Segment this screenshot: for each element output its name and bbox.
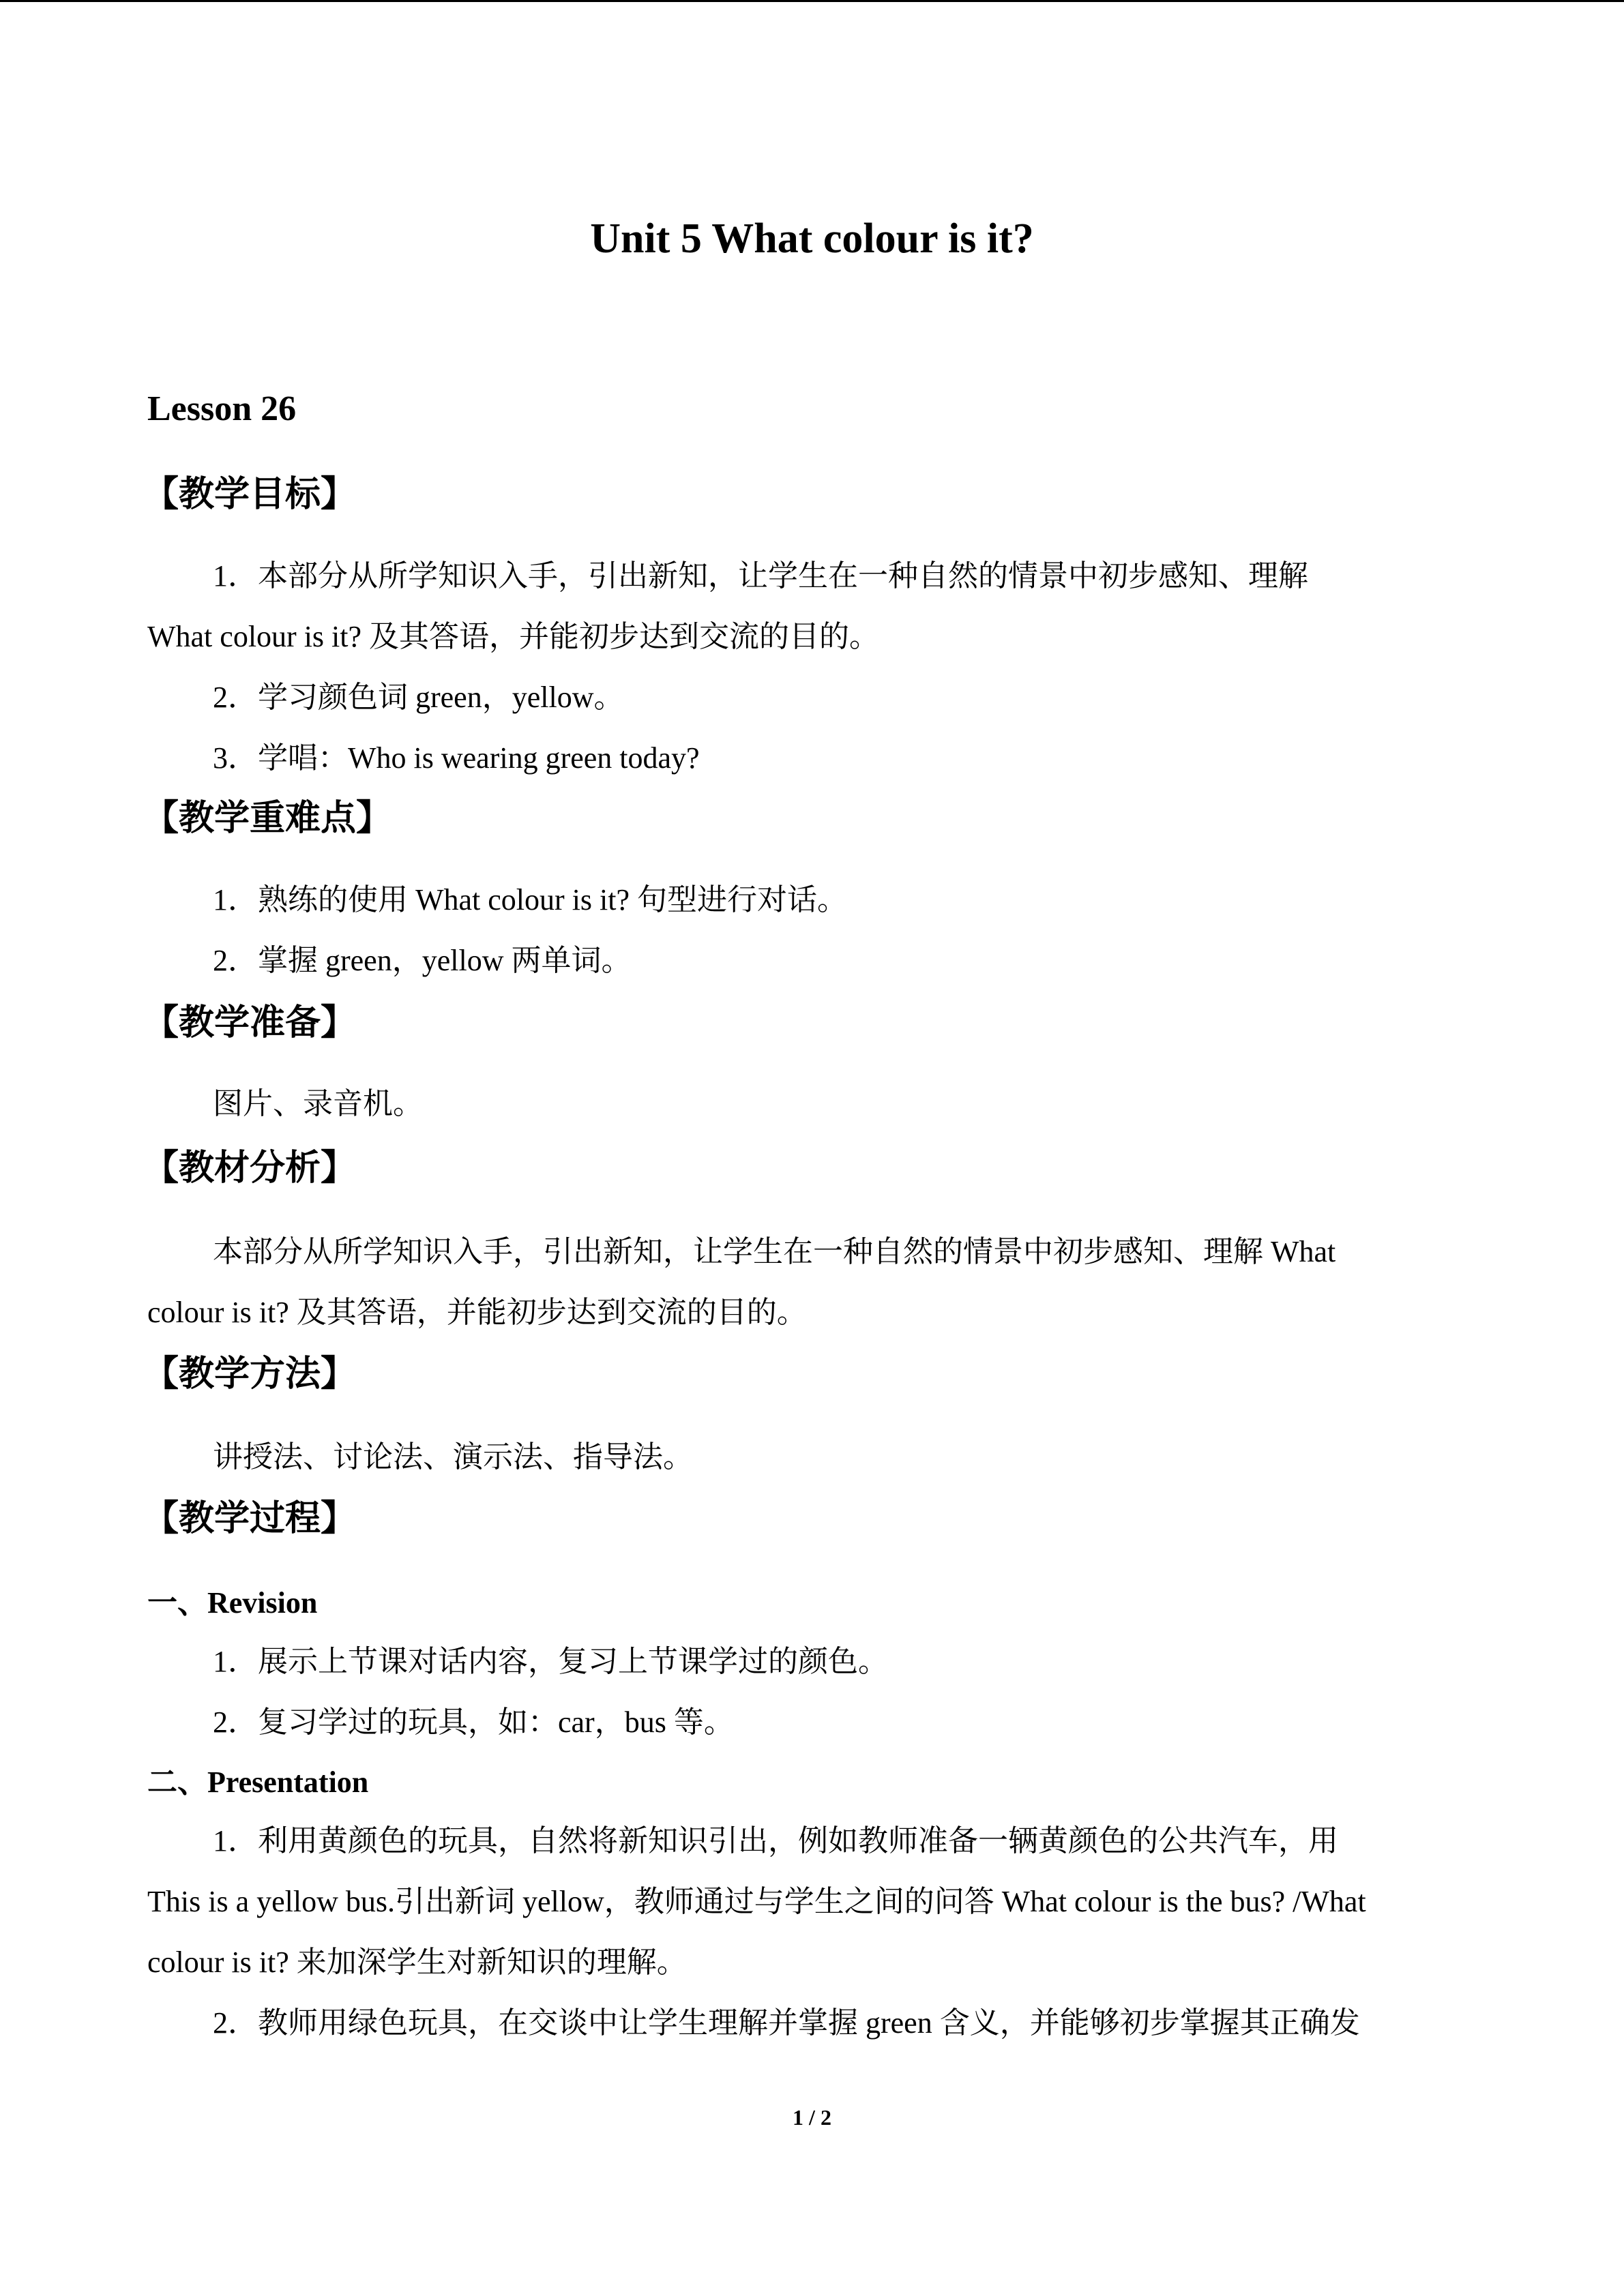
section-heading-objectives: 【教学目标】 — [143, 474, 357, 515]
objective-item-3: 3．学唱：Who is wearing green today? — [213, 741, 700, 775]
page-title: Unit 5 What colour is it? — [590, 215, 1034, 262]
key-point-item-1: 1．熟练的使用 What colour is it? 句型进行对话。 — [213, 883, 848, 916]
presentation-item-1-line-1: 1．利用黄颜色的玩具，自然将新知识引出，例如教师准备一辆黄颜色的公共汽车，用 — [213, 1824, 1338, 1858]
objective-item-2: 2．学习颜色词 green，yellow。 — [213, 681, 624, 714]
top-border-line — [0, 0, 1624, 2]
lesson-heading: Lesson 26 — [147, 389, 297, 428]
objective-item-1-line-1: 1．本部分从所学知识入手，引出新知，让学生在一种自然的情景中初步感知、理解 — [213, 559, 1308, 593]
section-heading-key-points: 【教学重难点】 — [143, 798, 392, 839]
section-heading-analysis: 【教材分析】 — [143, 1148, 357, 1189]
preparation-text: 图片、录音机。 — [213, 1087, 423, 1120]
presentation-item-1-line-2: This is a yellow bus.引出新词 yellow，教师通过与学生之间的问答 What colour is the bus? /What — [147, 1885, 1366, 1918]
analysis-line-2: colour is it? 及其答语，并能初步达到交流的目的。 — [147, 1296, 807, 1329]
presentation-heading: 二、Presentation — [147, 1765, 369, 1799]
section-heading-preparation: 【教学准备】 — [143, 1002, 357, 1043]
methods-text: 讲授法、讨论法、演示法、指导法。 — [213, 1440, 693, 1474]
key-point-item-2: 2．掌握 green，yellow 两单词。 — [213, 944, 632, 977]
objective-item-1-line-2: What colour is it? 及其答语，并能初步达到交流的目的。 — [147, 620, 880, 653]
revision-item-1: 1．展示上节课对话内容，复习上节课学过的颜色。 — [213, 1645, 888, 1678]
section-heading-methods: 【教学方法】 — [143, 1354, 357, 1395]
presentation-item-2-line-1: 2．教师用绿色玩具，在交谈中让学生理解并掌握 green 含义，并能够初步掌握其正确发 — [213, 2006, 1360, 2040]
presentation-item-1-line-3: colour is it? 来加深学生对新知识的理解。 — [147, 1945, 687, 1979]
revision-item-2: 2．复习学过的玩具，如：car，bus 等。 — [213, 1705, 734, 1739]
page-number: 1 / 2 — [793, 2105, 831, 2130]
analysis-line-1: 本部分从所学知识入手，引出新知，让学生在一种自然的情景中初步感知、理解 What — [213, 1235, 1336, 1268]
revision-heading: 一、Revision — [147, 1586, 318, 1620]
section-heading-process: 【教学过程】 — [143, 1498, 357, 1539]
